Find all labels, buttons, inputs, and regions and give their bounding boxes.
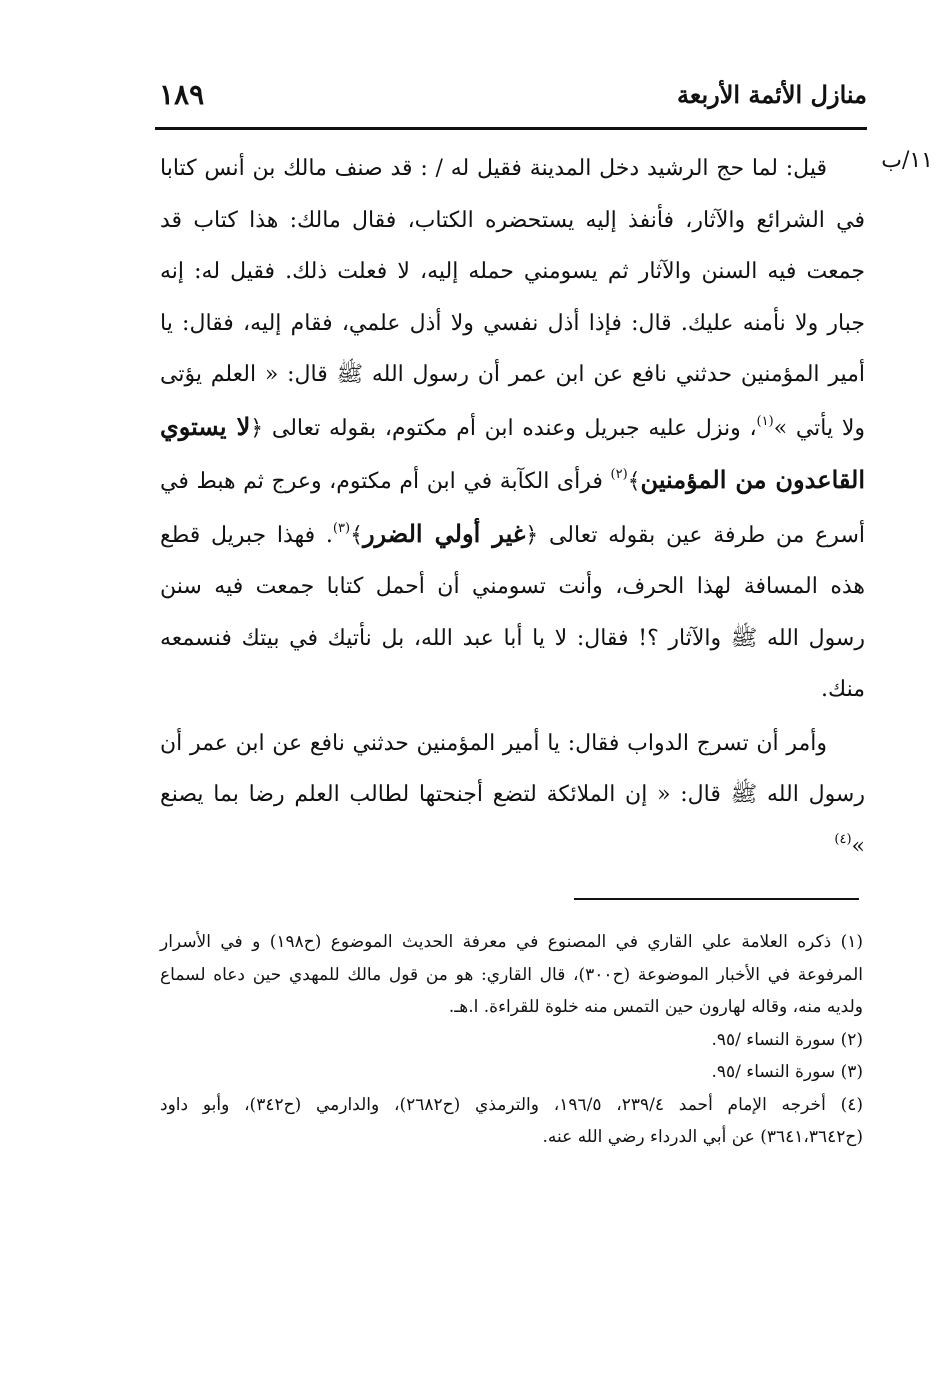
footnote-text: أخرجه الإمام أحمد ٢٣٩/٤، ١٩٦/٥، والترمذي (ح٢٦٨٢)، والدارمي (ح٣٤٢)، وأبو داود (ح٣٦٤١،٣٦٤٢) عن أبي الدرداء رضي الله عنه. bbox=[160, 1094, 863, 1147]
paragraph-1-part-d: فرأى الكآبة في ابن أم مكتوم، وعرج ثم هبط في أسرع من طرفة عين بقوله تعالى ﴿ bbox=[160, 469, 865, 548]
footnote-marker-4: (٤) bbox=[834, 831, 852, 847]
footnote-separator bbox=[574, 898, 859, 900]
footnote-marker-2: (٢) bbox=[610, 467, 628, 482]
paragraph-1-part-a: قيل: لما حج الرشيد دخل المدينة فقيل له / : قد صنف مالك بن أنس كتابا في الشرائع والآثار، فأنفذ إليه يستحضره الكتاب، فقال مالك: هذا كتاب قد جمعت فيه السنن والآثار ثم يسومني حمله إليه، لا فعلت ذلك. فقيل له: إنه جبار ولا نأمنه عليك. قال: فإذا أذل نفسي ولا أذل علمي، فقام إليه، فقال: يا أمير المؤمنين حدثني نافع عن ابن عمر أن رسول الله ﷺ قال: « العلم يؤتى ولا يأتي » bbox=[160, 156, 865, 441]
paragraph-1-part-b: ، ونزل عليه جبريل وعنده ابن أم مكتوم، بقوله تعالى ﴿ bbox=[250, 415, 757, 441]
footnotes bbox=[160, 926, 863, 1154]
footnote-number: (٢) bbox=[840, 1029, 863, 1050]
footnote-text: ذكره العلامة علي القاري في المصنوع في معرفة الحديث الموضوع (ح١٩٨) و في الأسرار المرفوعة في الأخبار الموضوعة (ح٣٠٠)، قال القاري: هو من قول مالك للمهدي حين دعاه لسماع ولديه منه، وقاله لهارون حين التمس منه خلوة للقراءة. ا.هـ. bbox=[160, 932, 863, 1017]
footnote-number: (٤) bbox=[840, 1094, 863, 1115]
paragraph-1-part-c: ﴾ bbox=[627, 469, 641, 494]
paragraph-1-part-e: ﴾ bbox=[350, 522, 363, 548]
paragraph-2-text: وأمر أن تسرج الدواب فقال: يا أمير المؤمنين حدثني نافع عن ابن عمر أن رسول الله ﷺ قال: « إن الملائكة لتضع أجنحتها لطالب العلم رضا بما يصنع » bbox=[160, 730, 865, 859]
footnote-4 bbox=[160, 1089, 863, 1154]
margin-folio-note: ١١/ب bbox=[881, 148, 933, 173]
page-header bbox=[155, 78, 867, 122]
footnote-number: (٣) bbox=[840, 1062, 863, 1082]
footnote-2 bbox=[160, 1024, 863, 1057]
running-title: منازل الأئمة الأربعة bbox=[677, 80, 867, 109]
paragraph-2 bbox=[160, 718, 865, 873]
quran-verse-1: لا يستوي القاعدون من المؤمنين bbox=[160, 411, 865, 494]
page-number: ١٨٩ bbox=[159, 78, 205, 111]
footnote-number: (١) bbox=[840, 932, 863, 952]
footnote-marker-3: (٣) bbox=[332, 520, 351, 536]
quran-verse-2: غير أولي الضرر bbox=[362, 518, 526, 548]
header-rule bbox=[155, 127, 867, 130]
footnote-1 bbox=[160, 926, 863, 1024]
paragraph-1-part-f: . فهذا جبريل قطع هذه المسافة لهذا الحرف، وأنت تسومني أن أحمل كتابا جمعت فيه سنن رسول الله ﷺ والآثار ؟! فقال: لا يا أبا عبد الله، بل نأتيك في بيتك فنسمعه منك. bbox=[160, 522, 865, 702]
paragraph-1 bbox=[160, 143, 865, 716]
footnote-marker-1: (١) bbox=[756, 413, 774, 429]
footnote-text: سورة النساء /٩٥. bbox=[711, 1062, 836, 1082]
footnote-3 bbox=[160, 1056, 863, 1089]
main-text bbox=[160, 143, 865, 872]
footnote-text: سورة النساء /٩٥. bbox=[711, 1029, 836, 1050]
